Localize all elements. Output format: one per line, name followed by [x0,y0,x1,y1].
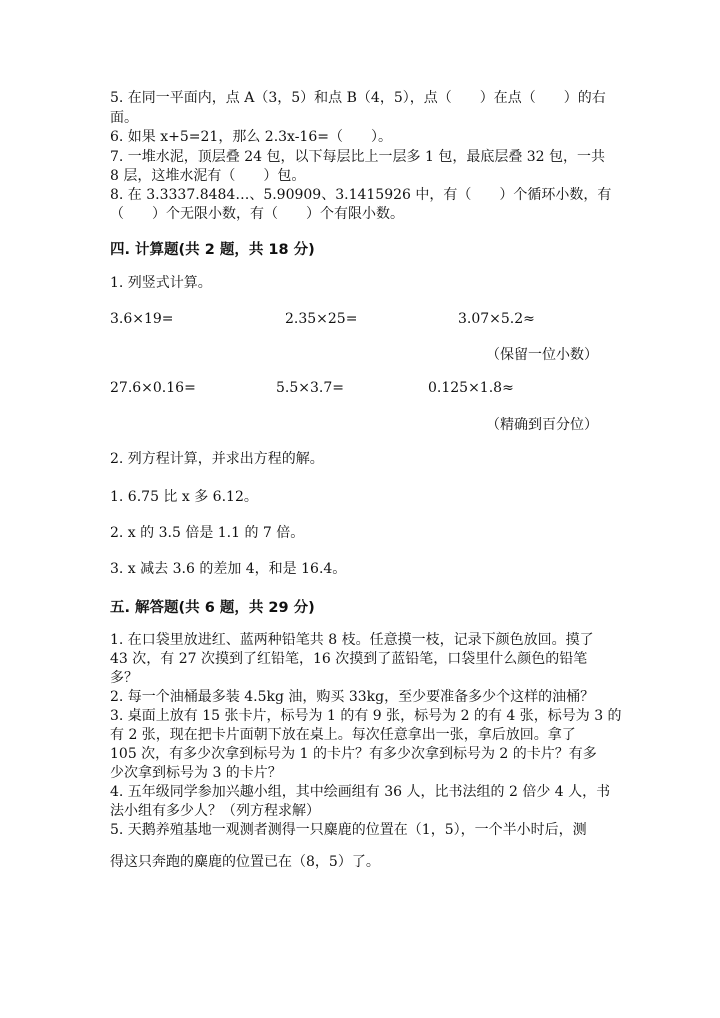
calc-q1: 1. 列竖式计算。 [110,275,212,291]
answer-line: 4. 五年级同学参加兴趣小组，其中绘画组有 36 人，比书法组的 2 倍少 4 人，书 [110,784,611,800]
answer-line: 43 次，有 27 次摸到了红铅笔，16 次摸到了蓝铅笔，口袋里什么颜色的铅笔 [110,651,588,667]
equation-1: 1. 6.75 比 x 多 6.12。 [110,489,258,505]
answer-line: 多？ [110,670,138,686]
fill-q8-line2: （ ）个无限小数，有（ ）个有限小数。 [110,206,404,222]
fill-q6: 6. 如果 x+5=21，那么 2.3x-16=（ ）。 [110,129,392,145]
calc-item-5: 5.5×3.7= [276,380,344,396]
fill-q5-line2: 面。 [110,110,138,126]
answer-line: 3. 桌面上放有 15 张卡片，标号为 1 的有 9 张，标号为 2 的有 4 张，标号为 3 的 [110,708,622,724]
calc-item-4: 27.6×0.16= [110,380,196,396]
fill-q7-line1: 7. 一堆水泥，顶层叠 24 包，以下每层比上一层多 1 包，最底层叠 32 包，一共 [110,149,606,165]
section4-title: 四. 计算题(共 2 题，共 18 分) [110,242,315,258]
answer-line: 法小组有多少人？（列方程求解） [110,803,320,819]
calc-item-1: 3.6×19= [110,311,174,327]
answer-line: 105 次，有多少次拿到标号为 1 的卡片？有多少次拿到标号为 2 的卡片？有多 [110,746,597,762]
equation-3: 3. x 减去 3.6 的差加 4，和是 16.4。 [110,561,347,577]
answer-line: 5. 天鹅养殖基地一观测者测得一只麋鹿的位置在（1，5），一个半小时后，测 [110,822,587,838]
calc-q2: 2. 列方程计算，并求出方程的解。 [110,451,324,467]
calc-item-6: 0.125×1.8≈ [428,380,514,396]
answer-line: 2. 每一个油桶最多装 4.5kg 油，购买 33kg，至少要准备多少个这样的油桶？ [110,689,595,705]
answer-line: 1. 在口袋里放进红、蓝两种铅笔共 8 枝。任意摸一枝，记录下颜色放回。摸了 [110,632,594,648]
calc-item-2: 2.35×25= [285,311,358,327]
answer-line: 少次拿到标号为 3 的卡片？ [110,765,282,781]
fill-q7-line2: 8 层，这堆水泥有（ ）包。 [110,168,306,184]
answer-line: 有 2 张，现在把卡片面朝下放在桌上。每次任意拿出一张，拿后放回。拿了 [110,727,576,743]
answer-last-line: 得这只奔跑的麋鹿的位置已在（8，5）了。 [110,854,380,870]
calc-note-2: （精确到百分位） [486,417,598,433]
equation-2: 2. x 的 3.5 倍是 1.1 的 7 倍。 [110,525,305,541]
fill-q5-line1: 5. 在同一平面内，点 A（3，5）和点 B（4，5），点（ ）在点（ ）的右 [110,90,606,106]
calc-note-1: （保留一位小数） [486,347,598,363]
calc-item-3: 3.07×5.2≈ [458,311,535,327]
section5-title: 五. 解答题(共 6 题，共 29 分) [110,600,315,616]
fill-q8-line1: 8. 在 3.3337.8484…、5.90909、3.1415926 中，有（ ）个循环小数，有 [110,187,612,203]
